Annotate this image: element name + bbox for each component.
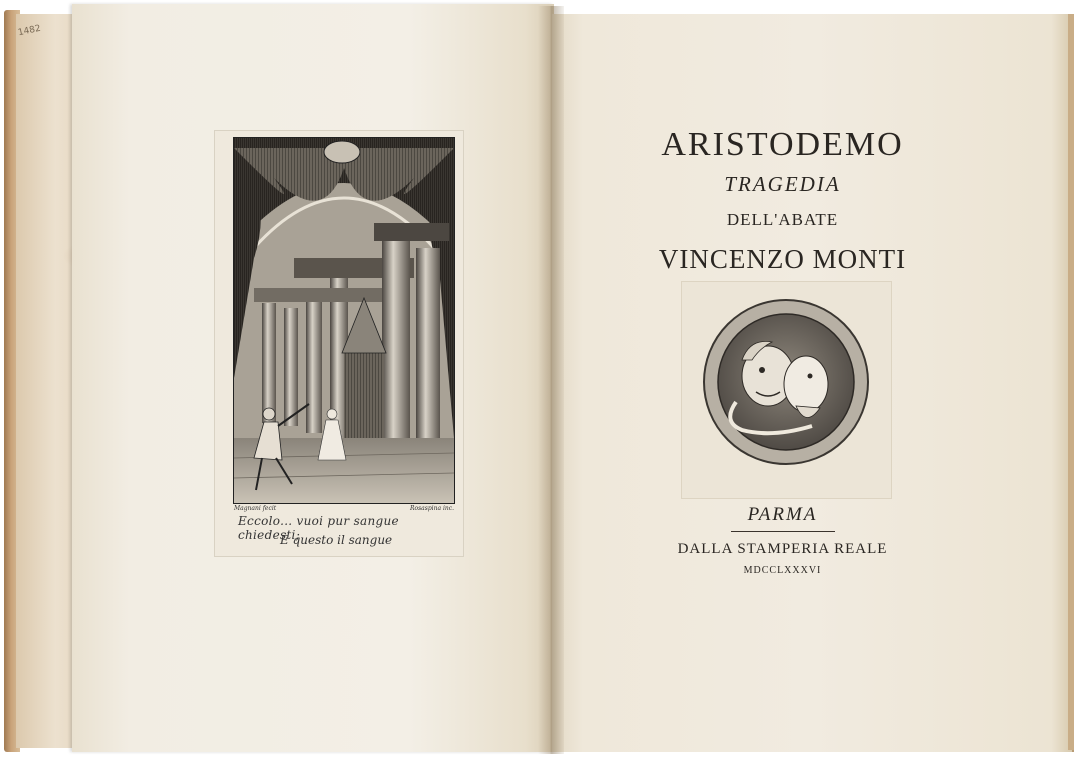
plate-caption-line-1: Eccolo... vuoi pur sangue chiedesti; — [238, 514, 399, 542]
imprint-rule — [731, 531, 835, 532]
plate-artist-left: Magnani fecit — [234, 505, 277, 512]
masks-medallion-vignette — [702, 298, 870, 466]
imprint-press: DALLA STAMPERIA REALE — [677, 541, 888, 557]
book-title: ARISTODEMO — [661, 126, 904, 163]
plate-artist-right: Rosaspina inc. — [409, 505, 454, 512]
page-edge — [1068, 14, 1074, 750]
shelfmark-note: 1482 — [17, 23, 42, 39]
imprint-city: PARMA — [747, 504, 818, 525]
book-author: VINCENZO MONTI — [658, 244, 907, 274]
book-gutter — [538, 6, 564, 754]
book-subtitle: TRAGEDIA — [724, 172, 841, 196]
book-byline: DELL'ABATE — [726, 210, 839, 229]
imprint-date: MDCCLXXXVI — [743, 565, 822, 576]
plate-caption-line-2: È questo il sangue — [280, 533, 393, 547]
frontispiece-engraving — [233, 137, 455, 504]
